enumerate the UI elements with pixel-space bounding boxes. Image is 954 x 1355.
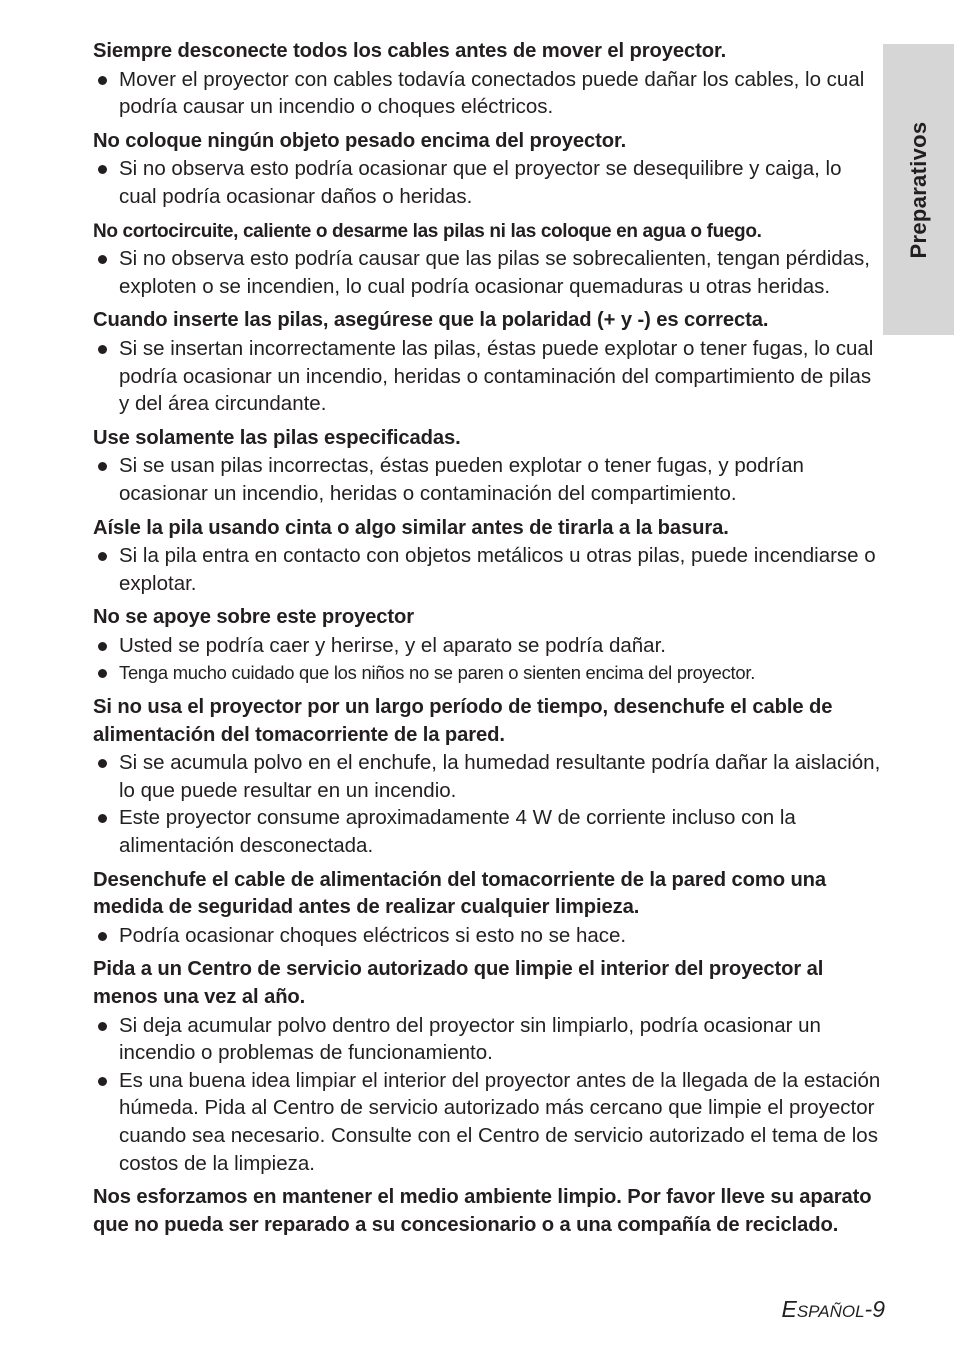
bullet-text: Usted se podría caer y herirse, y el aparato se podría dañar. [119,633,666,657]
bullet-text: Si se usan pilas incorrectas, éstas pueden explotar o tener fugas, y podrían ocasionar un incendio, heridas o contaminación del compartimiento. [119,454,804,505]
bullet-dot-icon [98,165,107,174]
section-heading: Nos esforzamos en mantener el medio ambiente limpio. Por favor lleve su aparato que no pueda ser reparado a su concesionario o a una compañía de reciclado. [93,1186,872,1236]
bullet-list [93,66,883,121]
page-footer [781,1296,885,1323]
section-heading: Pida a un Centro de servicio autorizado que limpie el interior del proyector al menos una vez al año. [93,958,824,1008]
bullet-dot-icon [98,814,107,823]
bullet-text: Si no observa esto podría causar que las pilas se sobrecalienten, tengan pérdidas, exploten o se incendien, lo cual podría ocasionar quemaduras u otras heridas. [119,247,871,298]
bullet-item [93,1067,883,1177]
bullet-dot-icon [98,255,107,264]
bullet-text: Si se insertan incorrectamente las pilas, éstas puede explotar o tener fugas, lo cual podría ocasionar un incendio, heridas o contaminación del compartimiento de pilas y del área circundante. [119,336,874,416]
safety-section [93,38,883,121]
bullet-dot-icon [98,932,107,941]
footer-initial: E [781,1296,797,1322]
page-content [93,38,883,1246]
bullet-item [93,452,883,507]
bullet-list [93,922,883,950]
bullet-text: Si deja acumular polvo dentro del proyector sin limpiarlo, podría ocasionar un incendio o problemas de funcionamiento. [119,1013,821,1065]
bullet-text: Este proyector consume aproximadamente 4 W de corriente incluso con la alimentación desconectada. [119,806,796,858]
bullet-list [93,245,883,300]
bullet-item [93,804,883,859]
section-heading: Siempre desconecte todos los cables antes de mover el proyector. [93,40,727,62]
bullet-dot-icon [98,669,107,678]
bullet-text: Tenga mucho cuidado que los niños no se paren o sienten encima del proyector. [119,662,756,684]
bullet-dot-icon [98,1022,107,1031]
bullet-text: Podría ocasionar choques eléctricos si esto no se hace. [119,923,627,947]
footer-language: SPAÑOL [796,1302,865,1321]
section-heading: No se apoye sobre este proyector [93,606,415,629]
bullet-dot-icon [98,76,107,85]
page-number: -9 [864,1296,885,1322]
bullet-list [93,1012,883,1178]
safety-section [93,867,883,950]
section-heading: No coloque ningún objeto pesado encima del proyector. [93,129,627,152]
bullet-text: Mover el proyector con cables todavía conectados puede dañar los cables, lo cual podría causar un incendio o choques eléctricos. [119,67,865,119]
safety-section [93,694,883,860]
bullet-dot-icon [98,759,107,768]
safety-section [93,128,883,211]
bullet-text: Es una buena idea limpiar el interior del proyector antes de la llegada de la estación húmeda. Pida al Centro de servicio autorizado más cercano que limpie el proyector cuando sea necesario. Consulte con el Centro de servicio autorizado el tema de los costos de la limpieza. [119,1068,881,1175]
bullet-dot-icon [98,552,107,561]
section-heading: Aísle la pila usando cinta o algo similar antes de tirarla a la basura. [93,516,729,539]
section-heading: Desenchufe el cable de alimentación del tomacorriente de la pared como una medida de seguridad antes de realizar cualquier limpieza. [93,868,827,919]
safety-section [93,307,883,417]
bullet-list [93,749,883,859]
bullet-item [93,335,883,418]
bullet-list [93,542,883,597]
side-tab-label: Preparativos [905,121,931,258]
bullet-item [93,632,883,660]
bullet-item [93,542,883,597]
bullet-list [93,155,883,210]
bullet-item [93,1012,883,1067]
bullet-text: Si la pila entra en contacto con objetos metálicos u otras pilas, puede incendiarse o explotar. [119,544,876,595]
bullet-item [93,922,883,950]
bullet-item [93,155,883,210]
bullet-list [93,452,883,507]
bullet-dot-icon [98,345,107,354]
safety-section [93,218,883,301]
bullet-list [93,335,883,418]
bullet-list [93,632,883,687]
safety-section [93,956,883,1177]
section-heading: Use solamente las pilas especificadas. [93,426,461,449]
bullet-dot-icon [98,1077,107,1086]
bullet-text: Si no observa esto podría ocasionar que el proyector se desequilibre y caiga, lo cual podría ocasionar daños o heridas. [119,157,842,208]
safety-section [93,515,883,598]
safety-section [93,1184,883,1239]
bullet-dot-icon [98,462,107,471]
safety-section [93,425,883,508]
safety-section [93,604,883,687]
section-heading: No cortocircuite, caliente o desarme las pilas ni las coloque en agua o fuego. [93,220,762,242]
section-heading: Cuando inserte las pilas, asegúrese que la polaridad (+ y -) es correcta. [93,309,769,332]
side-tab [883,44,954,335]
bullet-dot-icon [98,642,107,651]
section-heading: Si no usa el proyector por un largo período de tiempo, desenchufe el cable de alimentación del tomacorriente de la pared. [93,696,833,746]
bullet-text: Si se acumula polvo en el enchufe, la humedad resultante podría dañar la aislación, lo que puede resultar en un incendio. [119,751,881,802]
bullet-item [93,245,883,300]
bullet-item [93,659,883,687]
bullet-item [93,749,883,804]
bullet-item [93,66,883,121]
